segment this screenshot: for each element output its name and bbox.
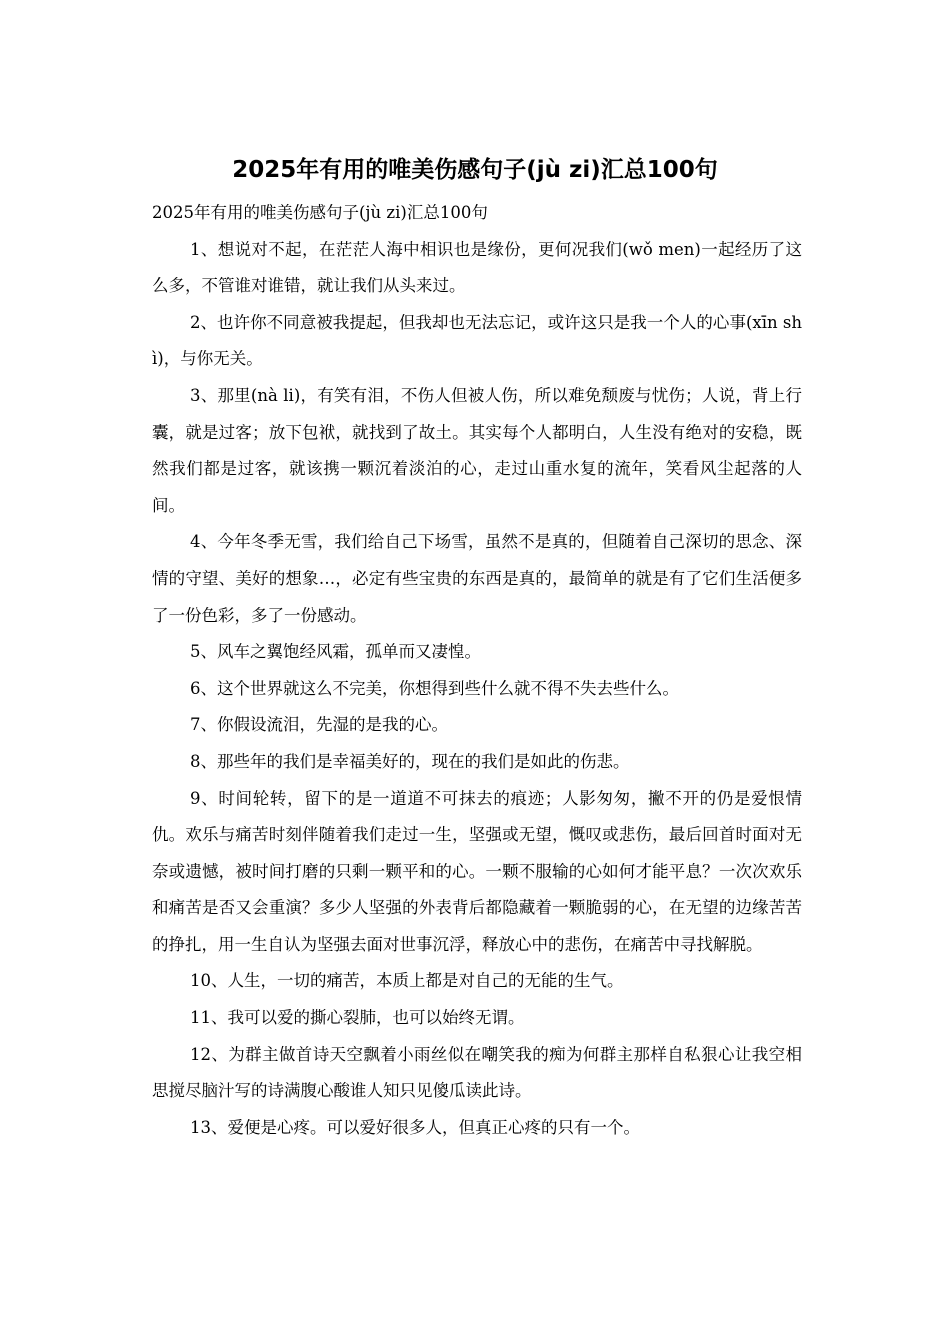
paragraph-11: 11、我可以爱的撕心裂肺，也可以始终无谓。 [190, 1008, 525, 1028]
paragraph-9: 9、时间轮转，留下的是一道道不可抹去的痕迹；人影匆匆，撇不开的仍是爱恨情仇。欢乐与痛苦时刻伴随着我们走过一生，坚强或无望，慨叹或悲伤，最后回首时面对无奈或遗憾，被时间打磨的只剩一颗平和的心。一颗不服输的心如何才能平息？一次次欢乐和痛苦是否又会重演？多少人坚强的外表背后都隐藏着一颗脆弱的心，在无望的边缘苦苦的挣扎，用一生自认为坚强去面对世事沉浮，释放心中的悲伤，在痛苦中寻找解脱。 [152, 788, 802, 954]
paragraph-2: 2、也许你不同意被我提起，但我却也无法忘记，或许这只是我一个人的心事(xīn shì)，与你无关。 [152, 312, 802, 369]
paragraph-1: 1、想说对不起，在茫茫人海中相识也是缘份，更何况我们(wǒ men)一起经历了这么多，不管谁对谁错，就让我们从头来过。 [152, 239, 802, 296]
paragraph-6: 6、这个世界就这么不完美，你想得到些什么就不得不失去些什么。 [190, 678, 679, 698]
paragraph-13: 13、爱便是心疼。可以爱好很多人，但真正心疼的只有一个。 [190, 1117, 640, 1137]
paragraph-4: 4、今年冬季无雪，我们给自己下场雪，虽然不是真的，但随着自己深切的思念、深情的守望、美好的想象…，必定有些宝贵的东西是真的，最简单的就是有了它们生活便多了一份色彩，多了一份感动。 [152, 532, 802, 625]
paragraph-8: 8、那些年的我们是幸福美好的，现在的我们是如此的伤悲。 [190, 751, 630, 771]
paragraph-3: 3、那里(nà li)，有笑有泪，不伤人但被人伤，所以难免颓废与忧伤；人说，背上行囊，就是过客；放下包袱，就找到了故土。其实每个人都明白，人生没有绝对的安稳，既然我们都是过客，就该携一颗沉着淡泊的心，走过山重水复的流年，笑看风尘起落的人间。 [152, 385, 802, 515]
document-subtitle: 2025年有用的唯美伤感句子(jù zi)汇总100句 [152, 203, 488, 222]
document-body [152, 195, 802, 1146]
paragraph-12: 12、为群主做首诗天空飘着小雨丝似在嘲笑我的痴为何群主那样自私狠心让我空相思搅尽脑汁写的诗满腹心酸谁人知只见傻瓜读此诗。 [152, 1044, 802, 1101]
paragraph-5: 5、风车之翼饱经风霜，孤单而又凄惶。 [190, 642, 481, 662]
document-title: 2025年有用的唯美伤感句子(jù zi)汇总100句 [232, 157, 718, 183]
paragraph-7: 7、你假设流泪，先湿的是我的心。 [190, 715, 448, 735]
paragraph-10: 10、人生，一切的痛苦，本质上都是对自己的无能的生气。 [190, 971, 624, 991]
